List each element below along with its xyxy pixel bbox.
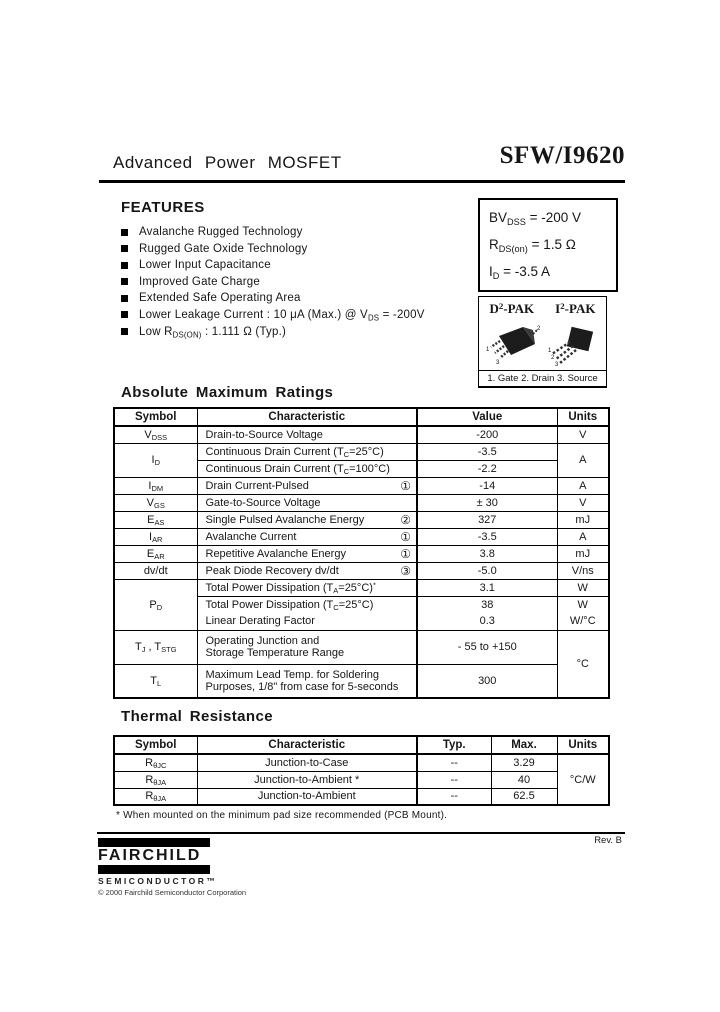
symbol-cell: $R_{\theta JA}$ — [114, 788, 197, 805]
header-rule — [99, 180, 625, 183]
spec-id: $I_D = -3.5$ A — [489, 264, 551, 281]
symbol-cell: $V_{DSS}$ — [114, 426, 197, 443]
table-row — [114, 477, 609, 494]
characteristic-cell: Continuous Drain Current $(T_C=100^\circ C)$ — [197, 460, 417, 477]
feature-text: Avalanche Rugged Technology — [139, 226, 303, 238]
part-number: SFW/I9620 — [499, 142, 625, 169]
characteristic-cell: Total Power Dissipation $(T_C=25^\circ C)$ — [197, 596, 417, 613]
features-heading: FEATURES — [121, 199, 205, 216]
revision-label: Rev. B — [594, 835, 622, 846]
footnote-ref-icon: ② — [400, 512, 411, 527]
svg-text:1: 1 — [486, 346, 490, 353]
spec-bvdss: $BV_{DSS} = -200$ V — [489, 210, 582, 227]
copyright-text: © 2000 Fairchild Semiconductor Corporation — [98, 888, 247, 897]
symbol-cell: dv/dt — [114, 562, 197, 579]
list-item — [121, 326, 425, 338]
value-cell: 3.1 — [417, 579, 557, 596]
symbol-cell: $I_{AR}$ — [114, 528, 197, 545]
doc-type-title: Advanced Power MOSFET — [113, 153, 342, 172]
fairchild-logo — [98, 838, 247, 897]
col-header-units: Units — [557, 736, 609, 754]
characteristic-cell: Avalanche Current ① — [197, 528, 417, 545]
table-row — [114, 562, 609, 579]
bullet-square-icon — [121, 278, 128, 285]
units-cell: A — [557, 477, 609, 494]
value-cell: -3.5 — [417, 443, 557, 460]
bullet-square-icon — [121, 328, 128, 335]
feature-text: Extended Safe Operating Area — [139, 292, 301, 305]
table-row — [114, 511, 609, 528]
characteristic-cell: Continuous Drain Current $(T_C=25^\circ C)$ — [197, 443, 417, 460]
units-cell: mJ — [557, 545, 609, 562]
feature-text: Improved Gate Charge — [139, 275, 260, 288]
package-title-d2pak: $D^2$-PAK — [489, 301, 535, 316]
characteristic-cell: Single Pulsed Avalanche Energy ② — [197, 511, 417, 528]
footer-rule — [97, 832, 625, 834]
svg-text:3: 3 — [496, 359, 500, 366]
table-row — [114, 754, 609, 771]
svg-text:2: 2 — [537, 325, 541, 332]
typ-cell: -- — [417, 788, 491, 805]
characteristic-cell: Junction-to-Ambient — [197, 788, 417, 805]
units-cell: W — [557, 596, 609, 613]
table-row — [114, 771, 609, 788]
table-row — [114, 545, 609, 562]
col-header-typ: Typ. — [417, 736, 491, 754]
symbol-cell: $P_D$ — [114, 579, 197, 630]
symbol-cell: $R_{\theta JC}$ — [114, 754, 197, 771]
package-titles — [479, 297, 606, 317]
table-row — [114, 426, 609, 443]
amr-heading: Absolute Maximum Ratings — [121, 384, 334, 401]
svg-text:3: 3 — [554, 361, 559, 368]
characteristic-cell: Peak Diode Recovery dv/dt ③ — [197, 562, 417, 579]
key-specs-box — [478, 198, 618, 292]
bullet-square-icon — [121, 311, 128, 318]
max-cell: 62.5 — [491, 788, 557, 805]
table-row — [114, 494, 609, 511]
units-cell: A — [557, 528, 609, 545]
symbol-cell: $I_{DM}$ — [114, 477, 197, 494]
value-cell: -2.2 — [417, 460, 557, 477]
value-cell: 0.3 — [417, 613, 557, 630]
feature-text: Low $R_{DS(ON)}$ : 1.111 Ω (Typ.) — [139, 325, 287, 339]
list-item — [121, 292, 425, 304]
characteristic-cell: Junction-to-Ambient * — [197, 771, 417, 788]
typ-cell: -- — [417, 754, 491, 771]
absolute-maximum-ratings-table — [113, 407, 610, 699]
d2pak-illustration — [483, 320, 541, 368]
symbol-cell: $T_J$ , $T_{STG}$ — [114, 630, 197, 664]
symbol-cell: $R_{\theta JA}$ — [114, 771, 197, 788]
value-cell: -200 — [417, 426, 557, 443]
characteristic-cell: Total Power Dissipation $(T_A=25^\circ C)^*$ — [197, 579, 417, 596]
characteristic-cell: Maximum Lead Temp. for Soldering Purposes, 1/8" from case for 5-seconds — [197, 664, 417, 698]
feature-text: Rugged Gate Oxide Technology — [139, 242, 308, 255]
value-cell: 38 — [417, 596, 557, 613]
table-row — [114, 630, 609, 664]
table-header-row — [114, 736, 609, 754]
characteristic-cell: Repetitive Avalanche Energy ① — [197, 545, 417, 562]
col-header-characteristic: Characteristic — [197, 408, 417, 426]
symbol-cell: $V_{GS}$ — [114, 494, 197, 511]
table-row — [114, 528, 609, 545]
value-cell: 3.8 — [417, 545, 557, 562]
logo-wordmark: FAIRCHILD — [98, 847, 202, 864]
units-cell: W/°C — [557, 613, 609, 630]
units-cell: V — [557, 426, 609, 443]
symbol-cell: $T_L$ — [114, 664, 197, 698]
col-header-value: Value — [417, 408, 557, 426]
svg-text:2: 2 — [550, 354, 555, 361]
spec-rdson: $R_{DS(on)} = 1.5$ Ω — [489, 237, 576, 254]
thermal-heading: Thermal Resistance — [121, 708, 273, 725]
symbol-cell: $E_{AS}$ — [114, 511, 197, 528]
thermal-resistance-table — [113, 735, 610, 806]
symbol-cell: $I_D$ — [114, 443, 197, 477]
characteristic-cell: Linear Derating Factor — [197, 613, 417, 630]
logo-bar-top — [98, 838, 210, 847]
package-illustrations — [479, 317, 606, 370]
value-cell: 327 — [417, 511, 557, 528]
units-cell: W — [557, 579, 609, 596]
table-footnote: * When mounted on the minimum pad size recommended (PCB Mount). — [116, 810, 448, 821]
bullet-square-icon — [121, 295, 128, 302]
table-row — [114, 579, 609, 596]
typ-cell: -- — [417, 771, 491, 788]
footnote-ref-icon: ③ — [400, 563, 411, 578]
units-cell: °C/W — [557, 754, 609, 805]
bullet-square-icon — [121, 262, 128, 269]
col-header-characteristic: Characteristic — [197, 736, 417, 754]
feature-text: Lower Input Capacitance — [139, 259, 271, 272]
logo-tagline: SEMICONDUCTOR™ — [98, 876, 218, 886]
value-cell: -3.5 — [417, 528, 557, 545]
characteristic-cell: Drain Current-Pulsed ① — [197, 477, 417, 494]
units-cell: V/ns — [557, 562, 609, 579]
list-item — [121, 309, 425, 321]
bullet-square-icon — [121, 229, 128, 236]
pin-legend: 1. Gate 2. Drain 3. Source — [479, 370, 606, 386]
col-header-symbol: Symbol — [114, 408, 197, 426]
table-row — [114, 443, 609, 460]
value-cell: - 55 to +150 — [417, 630, 557, 664]
list-item — [121, 243, 425, 255]
footnote-ref-icon: ① — [400, 546, 411, 561]
table-header-row — [114, 408, 609, 426]
table-row — [114, 788, 609, 805]
col-header-symbol: Symbol — [114, 736, 197, 754]
svg-text:1: 1 — [547, 347, 552, 354]
symbol-cell: $E_{AR}$ — [114, 545, 197, 562]
col-header-max: Max. — [491, 736, 557, 754]
package-box — [478, 296, 607, 388]
characteristic-cell: Gate-to-Source Voltage — [197, 494, 417, 511]
characteristic-cell: Junction-to-Case — [197, 754, 417, 771]
value-cell: -14 — [417, 477, 557, 494]
max-cell: 40 — [491, 771, 557, 788]
package-title-i2pak: $I^2$-PAK — [555, 301, 596, 316]
table-row — [114, 664, 609, 698]
value-cell: 300 — [417, 664, 557, 698]
footnote-ref-icon: ① — [400, 478, 411, 493]
value-cell: -5.0 — [417, 562, 557, 579]
list-item — [121, 276, 425, 288]
list-item — [121, 226, 425, 238]
value-cell: ± 30 — [417, 494, 557, 511]
feature-text: Lower Leakage Current : 10 μA (Max.) @ $V_{DS} = -200V$ — [139, 308, 425, 323]
features-list — [121, 226, 425, 342]
footnote-ref-icon: ① — [400, 529, 411, 544]
characteristic-cell: Operating Junction and Storage Temperature Range — [197, 630, 417, 664]
i2pak-illustration — [546, 320, 602, 368]
max-cell: 3.29 — [491, 754, 557, 771]
units-cell: mJ — [557, 511, 609, 528]
bullet-square-icon — [121, 245, 128, 252]
characteristic-cell: Drain-to-Source Voltage — [197, 426, 417, 443]
units-cell: A — [557, 443, 609, 477]
units-cell: V — [557, 494, 609, 511]
units-cell: °C — [557, 630, 609, 698]
col-header-units: Units — [557, 408, 609, 426]
list-item — [121, 259, 425, 271]
logo-bar-bottom — [98, 865, 210, 874]
